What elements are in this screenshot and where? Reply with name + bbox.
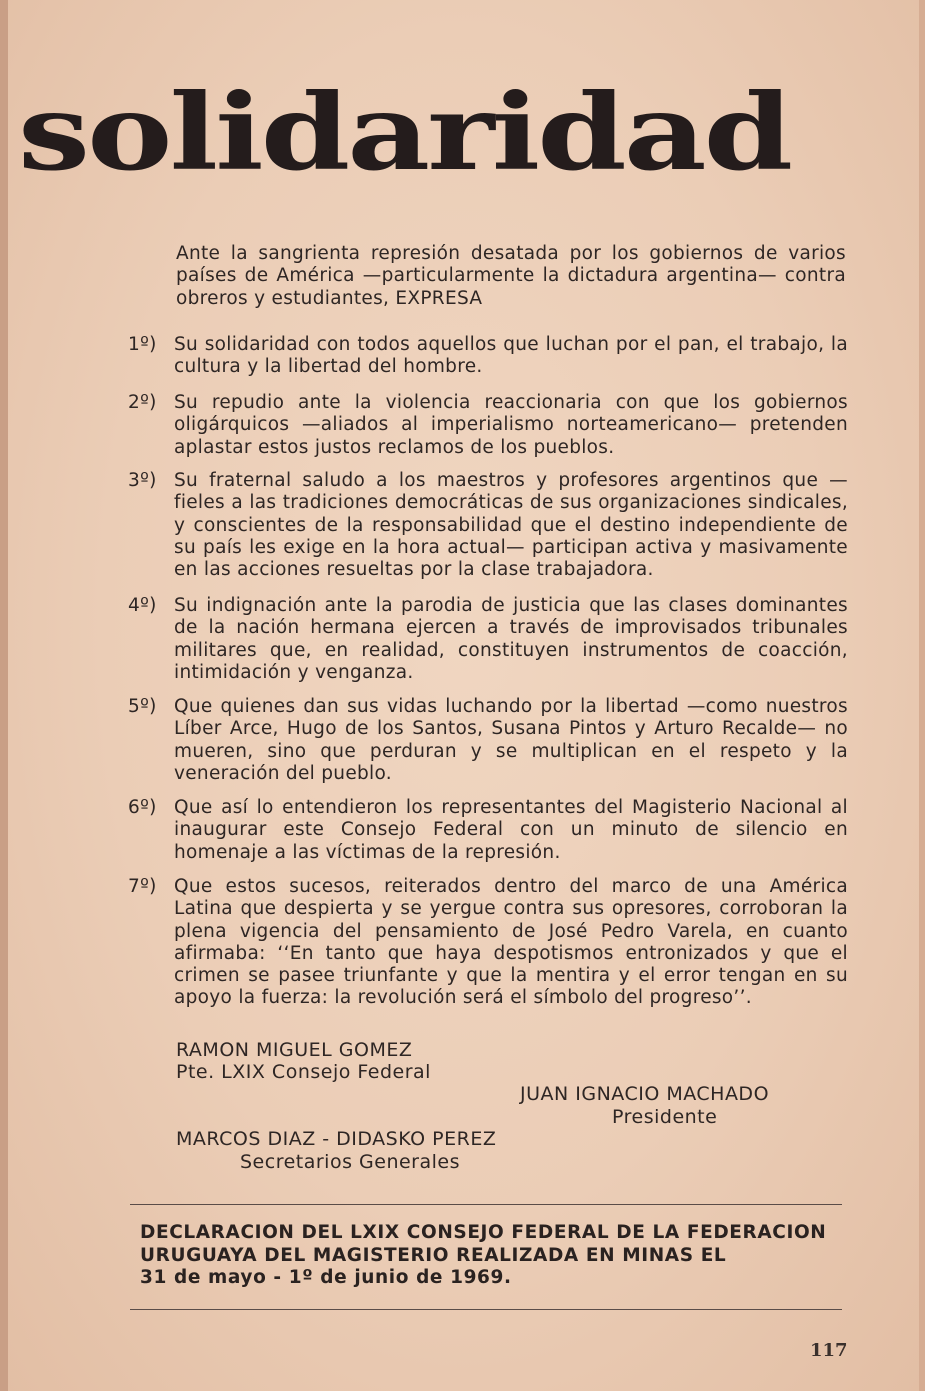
item-text: Que así lo entendieron los representantes del Magisterio Nacional al inaugurar este Consejo Federal con un minuto de silencio en homenaje a las víctimas de la represión. bbox=[174, 797, 848, 863]
item-text: Su repudio ante la violencia reaccionaria con que los gobiernos oligárquicos —aliados al imperialismo norteamericano— pretenden aplastar estos justos reclamos de los pueblos. bbox=[174, 392, 848, 458]
item-number: 7º) bbox=[128, 876, 157, 897]
item-text: Su solidaridad con todos aquellos que luchan por el pan, el trabajo, la cultura y la libertad del hombre. bbox=[174, 334, 848, 378]
declaration-date: 31 de mayo - 1º de junio de 1969. bbox=[140, 1267, 512, 1288]
bottom-divider bbox=[130, 1309, 842, 1310]
declaration-line: DECLARACION DEL LXIX CONSEJO FEDERAL DE LA FEDERACION bbox=[140, 1222, 827, 1243]
item-number: 3º) bbox=[128, 470, 157, 491]
item-number: 6º) bbox=[128, 797, 157, 818]
item-text: Que quienes dan sus vidas luchando por la libertad —como nuestros Líber Arce, Hugo de los Santos, Susana Pintos y Arturo Recalde— no mueren, sino que perduran y se multiplican en el respeto y la veneración del pueblo. bbox=[174, 696, 848, 784]
page-edge-right bbox=[919, 0, 925, 1391]
item-number: 1º) bbox=[128, 334, 157, 355]
page-edge-left bbox=[0, 0, 8, 1391]
top-divider bbox=[130, 1204, 842, 1205]
item-number: 2º) bbox=[128, 392, 157, 413]
intro-paragraph: Ante la sangrienta represión desatada por los gobiernos de varios países de América —particularmente la dictadura argentina— contra obreros y estudiantes, EXPRESA bbox=[176, 243, 846, 309]
list-item bbox=[128, 696, 848, 785]
declaration-line: URUGUAYA DEL MAGISTERIO REALIZADA EN MINAS EL bbox=[140, 1244, 727, 1266]
signature-gomez-name: RAMON MIGUEL GOMEZ bbox=[176, 1039, 413, 1061]
item-text: Que estos sucesos, reiterados dentro del marco de una América Latina que despierta y se yergue contra sus opresores, corroboran la plena vigencia del pensamiento de José Pedro Varela, en cuanto afirmaba: ‘‘En tanto que haya despotismos entronizados y que el crimen se pasee triunfante y que la mentira y el error tengan en su apoyo la fuerza: la revolución será el símbolo del progreso’’. bbox=[174, 876, 848, 1009]
signature-machado-title: Presidente bbox=[612, 1106, 718, 1128]
list-item bbox=[128, 797, 848, 864]
declaration-block bbox=[140, 1222, 840, 1290]
list-item bbox=[128, 876, 848, 1010]
page-number: 117 bbox=[810, 1340, 848, 1361]
signature-secretaries-title: Secretarios Generales bbox=[240, 1151, 460, 1173]
item-number: 5º) bbox=[128, 696, 157, 717]
list-item bbox=[128, 595, 848, 684]
masthead-title: solidaridad bbox=[18, 71, 791, 195]
signature-gomez-title: Pte. LXIX Consejo Federal bbox=[176, 1061, 431, 1083]
list-item bbox=[128, 470, 848, 581]
item-number: 4º) bbox=[128, 595, 157, 616]
list-item bbox=[128, 334, 848, 379]
item-text: Su fraternal saludo a los maestros y profesores argentinos que —fieles a las tradiciones democráticas de sus organizaciones sindicales, y conscientes de la responsabilidad que el destino independiente de su país les exige en la hora actual— participan activa y masivamente en las acciones resueltas por la clase trabajadora. bbox=[174, 470, 848, 581]
signature-secretaries-names: MARCOS DIAZ - DIDASKO PEREZ bbox=[176, 1128, 497, 1150]
item-text: Su indignación ante la parodia de justicia que las clases dominantes de la nación hermana ejercen a través de improvisados tribunales militares que, en realidad, constituyen instrumentos de coacción, intimidación y venganza. bbox=[174, 595, 848, 683]
list-item bbox=[128, 392, 848, 459]
signature-machado-name: JUAN IGNACIO MACHADO bbox=[520, 1083, 770, 1105]
